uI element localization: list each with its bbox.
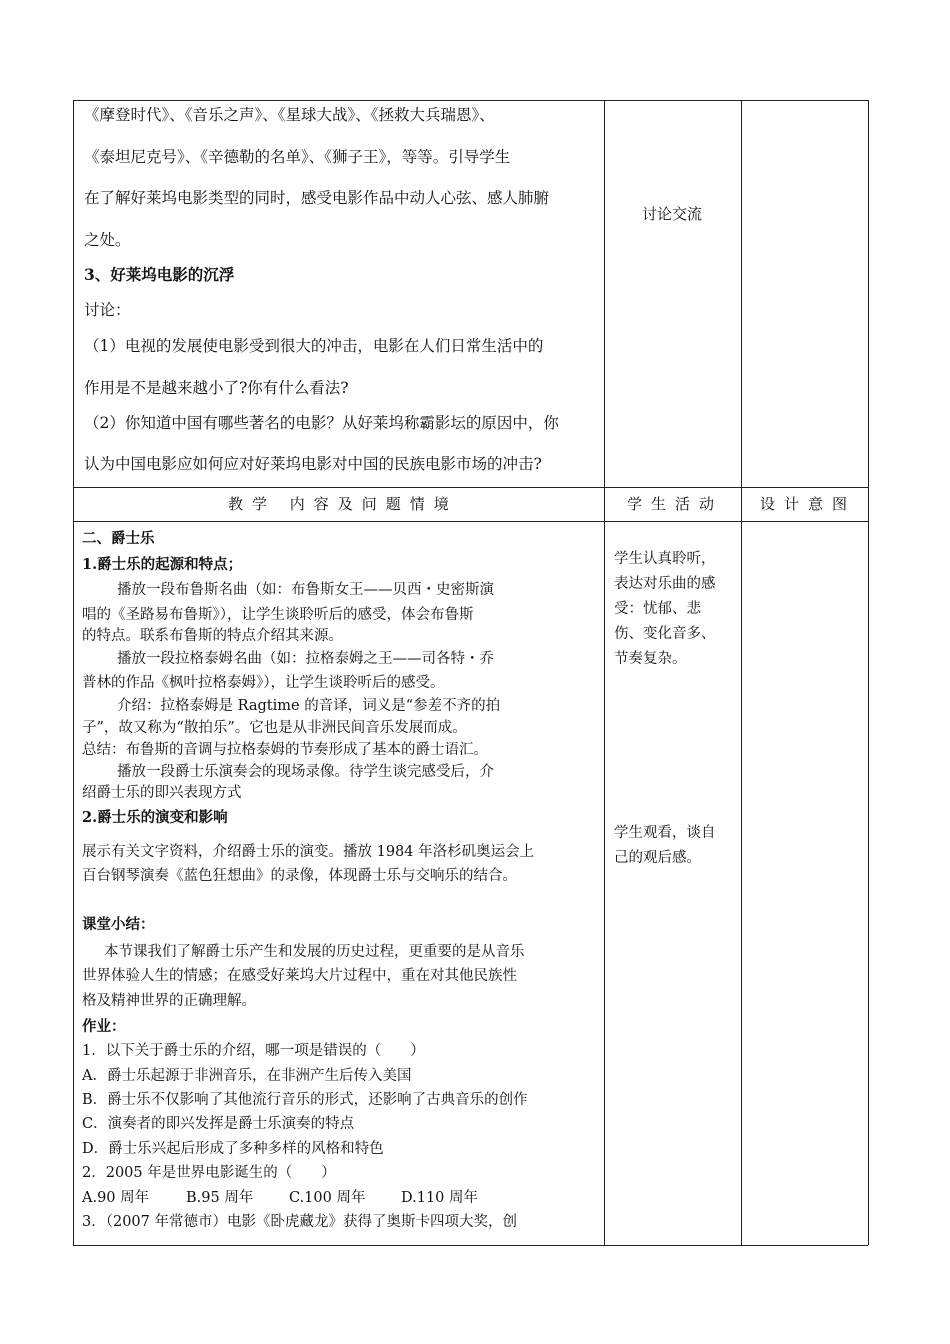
discussion-label: 讨论： <box>84 301 131 319</box>
header-top-line <box>73 487 868 488</box>
homework-option: C．演奏者的即兴发挥是爵士乐演奏的特点 <box>82 1116 355 1132</box>
activity-line: 己的观后感。 <box>614 850 701 866</box>
homework-option: C.100 周年 <box>289 1190 366 1206</box>
jazz-subheading-2: 2.爵士乐的演变和影响 <box>82 809 228 826</box>
summary-line: 世界体验人生的情感；在感受好莱坞大片过程中，重在对其他民族性 <box>82 968 517 984</box>
homework-option: B．爵士乐不仅影响了其他流行音乐的形式，还影响了古典音乐的创作 <box>82 1092 528 1108</box>
activity-line: 节奏复杂。 <box>614 651 687 667</box>
activity-line: 受：忧郁、悲 <box>614 601 701 617</box>
homework-question-3: 3．（2007 年常德市）电影《卧虎藏龙》获得了奥斯卡四项大奖，创 <box>82 1214 517 1230</box>
activity-discussion: 讨论交流 <box>642 205 703 223</box>
jazz-paragraph: 唱的《圣路易布鲁斯》），让学生谈聆听后的感受，体会布鲁斯 <box>82 607 474 623</box>
top-text-line: 在了解好莱坞电影类型的同时，感受电影作品中动人心弦、感人肺腑 <box>84 189 550 207</box>
top-text-line: 《摩登时代》、《音乐之声》、《星球大战》、《拯救大兵瑞恩》、 <box>84 106 495 124</box>
jazz-paragraph: 绍爵士乐的即兴表现方式 <box>82 785 242 801</box>
jazz-paragraph: 播放一段爵士乐演奏会的现场录像。待学生谈完感受后，介 <box>117 764 494 780</box>
discussion-question-1: 作用是不是越来越小了?你有什么看法? <box>84 379 349 397</box>
homework-option: D.110 周年 <box>401 1190 479 1206</box>
activity-line: 伤、变化音多、 <box>614 626 716 642</box>
discussion-question-2: （2）你知道中国有哪些著名的电影？从好莱坞称霸影坛的原因中，你 <box>84 414 559 432</box>
jazz-paragraph: 播放一段布鲁斯名曲（如：布鲁斯女王——贝西・史密斯演 <box>117 582 494 598</box>
jazz-paragraph: 普林的作品《枫叶拉格泰姆》），让学生谈聆听后的感受。 <box>82 675 445 691</box>
top-text-line: 《泰坦尼克号》、《辛德勒的名单》、《狮子王》，等等。引导学生 <box>84 148 511 166</box>
homework-question-2: 2．2005 年是世界电影诞生的（ ） <box>82 1165 336 1181</box>
homework-heading: 作业： <box>82 1018 126 1035</box>
header-bottom-line <box>73 521 868 522</box>
activity-line: 学生认真聆听， <box>614 551 716 567</box>
table-top-border <box>73 100 868 101</box>
top-text-line: 之处。 <box>84 231 131 249</box>
table-left-border <box>73 100 74 1245</box>
homework-option: D．爵士乐兴起后形成了多种多样的风格和特色 <box>82 1141 384 1157</box>
discussion-question-1: （1）电视的发展使电影受到很大的冲击，电影在人们日常生活中的 <box>84 337 544 355</box>
jazz-subheading-1: 1.爵士乐的起源和特点； <box>82 556 243 573</box>
jazz-paragraph: 总结：布鲁斯的音调与拉格泰姆的节奏形成了基本的爵士语汇。 <box>82 742 488 758</box>
homework-option: A．爵士乐起源于非洲音乐，在非洲产生后传入美国 <box>82 1068 412 1084</box>
header-purpose: 设计意图 <box>760 495 857 513</box>
summary-heading: 课堂小结： <box>82 916 155 933</box>
section3-heading: 3、好莱坞电影的沉浮 <box>84 265 235 284</box>
table-col-divider-2 <box>741 100 742 1245</box>
table-right-border <box>868 100 869 1245</box>
summary-line: 本节课我们了解爵士乐产生和发展的历史过程，更重要的是从音乐 <box>104 944 525 960</box>
jazz-paragraph: 展示有关文字资料，介绍爵士乐的演变。播放 1984 年洛杉矶奥运会上 <box>82 844 535 860</box>
homework-option: B.95 周年 <box>186 1190 254 1206</box>
summary-line: 格及精神世界的正确理解。 <box>82 993 256 1009</box>
homework-question-1: 1．以下关于爵士乐的介绍，哪一项是错误的（ ） <box>82 1043 425 1059</box>
homework-option: A.90 周年 <box>82 1190 150 1206</box>
jazz-paragraph: 播放一段拉格泰姆名曲（如：拉格泰姆之王——司各特・乔 <box>117 651 494 667</box>
table-bottom-border <box>73 1245 868 1246</box>
header-content: 教学 内容及问题情境 <box>228 495 458 513</box>
jazz-paragraph: 的特点。联系布鲁斯的特点介绍其来源。 <box>82 628 343 644</box>
discussion-question-2: 认为中国电影应如何应对好莱坞电影对中国的民族电影市场的冲击? <box>84 455 542 473</box>
jazz-paragraph: 子”，故又称为“散拍乐”。它也是从非洲民间音乐发展而成。 <box>82 720 467 736</box>
jazz-paragraph: 百台钢琴演奏《蓝色狂想曲》的录像，体现爵士乐与交响乐的结合。 <box>82 868 517 884</box>
activity-line: 学生观看，谈自 <box>614 825 716 841</box>
jazz-paragraph: 介绍：拉格泰姆是 Ragtime 的音译，词义是“参差不齐的拍 <box>117 698 501 714</box>
table-col-divider-1 <box>604 100 605 1245</box>
activity-line: 表达对乐曲的感 <box>614 576 716 592</box>
jazz-heading: 二、爵士乐 <box>82 530 155 547</box>
header-activity: 学生活动 <box>627 495 724 513</box>
